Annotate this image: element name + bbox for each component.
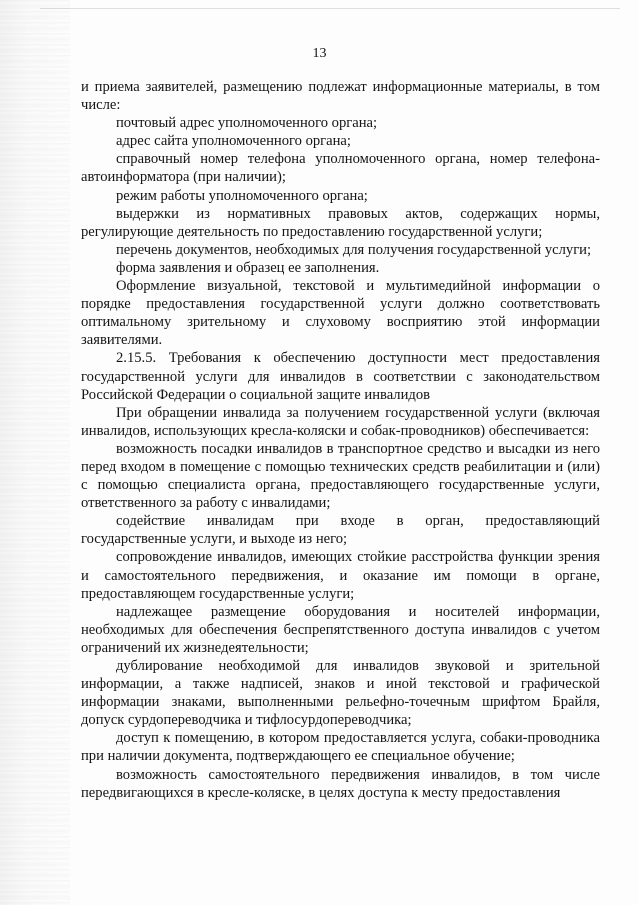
paragraph: возможность самостоятельного передвижения инвалидов, в том числе передвигающихся в кресле-коляске, в целях доступа к месту предоставления [81,766,600,801]
body-text [81,78,600,802]
paragraph: 2.15.5. Требования к обеспечению доступности мест предоставления государственной услуги для инвалидов в соответствии с законодательством Российской Федерации о социальной защите инвалидов [81,350,600,403]
paragraph: справочный номер телефона уполномоченного органа, номер телефона-автоинформатора (при наличии); [81,151,600,186]
paragraph: доступ к помещению, в котором предоставляется услуга, собаки-проводника при наличии документа, подтверждающего ее специальное обучение; [81,730,600,765]
paragraph: возможность посадки инвалидов в транспортное средство и высадки из него перед входом в помещение с помощью технических средств реабилитации и (или) с помощью специалиста органа, предоставляющего государственные услуги, ответственного за работу с инвалидами; [81,440,600,512]
paragraph: выдержки из нормативных правовых актов, содержащих нормы, регулирующие деятельность по предоставлению государственной услуги; [81,205,600,240]
paragraph: режим работы уполномоченного органа; [116,187,368,204]
scan-edge-noise [0,0,70,905]
paragraph: Оформление визуальной, текстовой и мультимедийной информации о порядке предоставления государственной услуги должно соответствовать оптимальному зрительному и слуховому восприятию этой информации заявителями. [81,278,600,349]
paragraph: перечень документов, необходимых для получения государственной услуги; [116,241,592,258]
scan-top-line [40,8,620,9]
paragraph: содействие инвалидам при входе в орган, предоставляющий государственные услуги, и выходе из него; [81,513,600,548]
paragraph: и приема заявителей, размещению подлежат информационные материалы, в том числе: [81,79,600,114]
paragraph: надлежащее размещение оборудования и носителей информации, необходимых для обеспечения беспрепятственного доступа инвалидов с учетом ограничений их жизнедеятельности; [81,603,600,656]
paragraph: сопровождение инвалидов, имеющих стойкие расстройства функции зрения и самостоятельного передвижения, и оказание им помощи в органе, предоставляющем государственные услуги; [81,549,600,602]
paragraph: При обращении инвалида за получением государственной услуги (включая инвалидов, использующих кресла-коляски и собак-проводников) обеспечивается: [81,404,600,439]
page-number: 13 [312,46,327,61]
paragraph: дублирование необходимой для инвалидов звуковой и зрительной информации, а также надписей, знаков и иной текстовой и графической информации знаками, выполненными рельефно-точечным шрифтом Брайля, допуск сурдопереводчика и тифлосурдопереводчика; [81,658,600,729]
paragraph: почтовый адрес уполномоченного органа; [116,115,378,132]
paragraph: адрес сайта уполномоченного органа; [116,133,351,150]
paragraph: форма заявления и образец ее заполнения. [116,259,380,276]
